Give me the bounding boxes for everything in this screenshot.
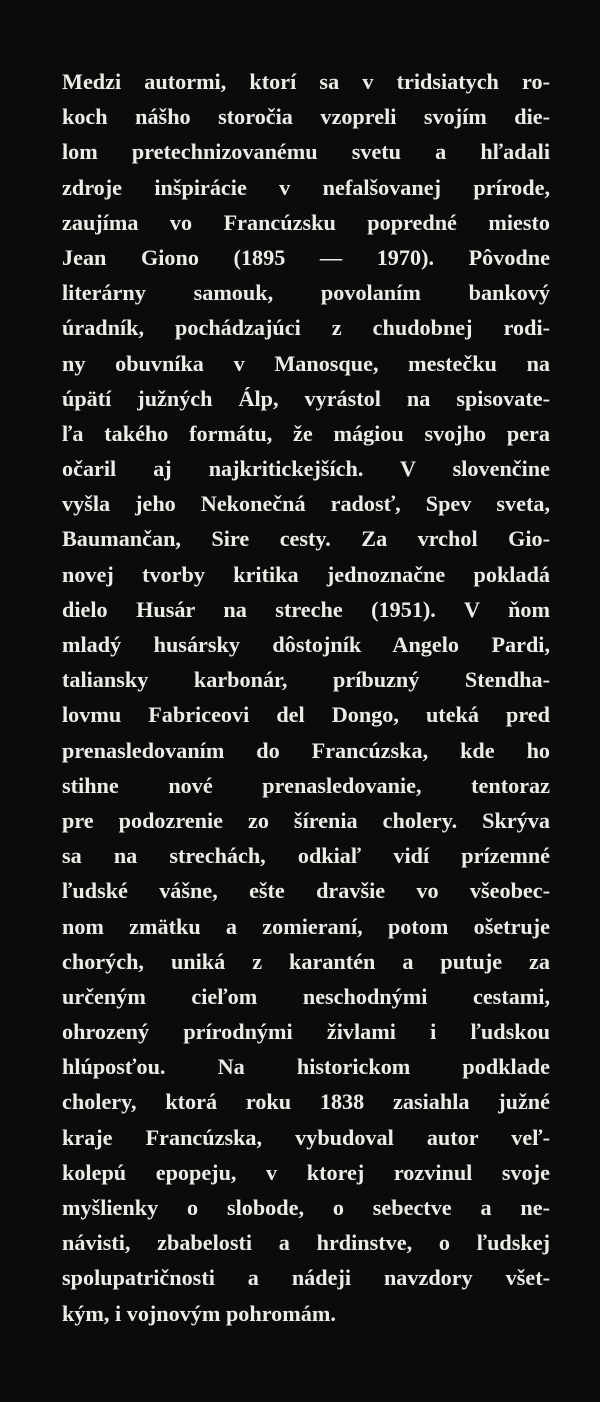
blurb-line: spolupatričnosti a nádeji navzdory všet- (62, 1265, 550, 1291)
blurb-line: sa na strechách, odkiaľ vidí prízemné (62, 843, 550, 869)
blurb-line: ohrozený prírodnými živlami i ľudskou (62, 1019, 550, 1045)
blurb-line: ľa takého formátu, že mágiou svojho pera (62, 420, 550, 446)
blurb-line: úpätí južných Álp, vyrástol na spisovate- (62, 385, 550, 411)
blurb-line: zaujíma vo Francúzsku popredné miesto (62, 209, 550, 235)
blurb-line: úradník, pochádzajúci z chudobnej rodi- (62, 315, 550, 341)
blurb-line: Baumančan, Sire cesty. Za vrchol Gio- (62, 526, 550, 552)
blurb-line: myšlienky o slobode, o sebectve a ne- (62, 1195, 550, 1220)
blurb-line: nom zmätku a zomieraní, potom ošetruje (62, 913, 550, 939)
blurb-line: kolepú epopeju, v ktorej rozvinul svoje (62, 1159, 550, 1185)
blurb-line: ľudské vášne, ešte dravšie vo všeobec- (62, 878, 550, 904)
blurb-line: koch nášho storočia vzopreli svojím die- (62, 104, 550, 130)
blurb-line: Medzi autormi, ktorí sa v tridsiatych ro- (62, 69, 550, 94)
blurb-line: návisti, zbabelosti a hrdinstve, o ľudskej (62, 1230, 550, 1256)
blurb-line: novej tvorby kritika jednoznačne pokladá (62, 561, 550, 587)
blurb-line: lovmu Fabriceovi del Dongo, uteká pred (62, 702, 550, 728)
blurb-line: stihne nové prenasledovanie, tentoraz (62, 772, 550, 798)
blurb-line: očaril aj najkritickejších. V slovenčine (62, 456, 550, 482)
blurb-line: kraje Francúzska, vybudoval autor veľ- (62, 1124, 550, 1150)
blurb-line: dielo Husár na streche (1951). V ňom (62, 596, 550, 622)
blurb-line: zdroje inšpirácie v nefalšovanej prírode, (62, 174, 550, 200)
blurb-line: vyšla jeho Nekonečná radosť, Spev sveta, (62, 491, 550, 517)
blurb-text (62, 64, 550, 1331)
blurb-line: chorých, uniká z karantén a putuje za (62, 948, 550, 974)
blurb-line: pre podozrenie zo šírenia cholery. Skrýva (62, 807, 550, 833)
blurb-line: mladý husársky dôstojník Angelo Pardi, (62, 632, 550, 657)
blurb-line: taliansky karbonár, príbuzný Stendha- (62, 667, 550, 693)
blurb-line: cholery, ktorá roku 1838 zasiahla južné (62, 1089, 550, 1115)
blurb-line: Jean Giono (1895 — 1970). Pôvodne (62, 244, 550, 270)
blurb-line: určeným cieľom neschodnými cestami, (62, 983, 550, 1009)
blurb-line: lom pretechnizovanému svetu a hľadali (62, 139, 550, 165)
blurb-line: prenasledovaním do Francúzska, kde ho (62, 737, 550, 763)
blurb-line: literárny samouk, povolaním bankový (62, 280, 550, 306)
blurb-line: hlúposťou. Na historickom podklade (62, 1054, 550, 1080)
blurb-line: kým, i vojnovým pohromám. (62, 1300, 336, 1326)
blurb-line: ny obuvníka v Manosque, mestečku na (62, 350, 550, 376)
